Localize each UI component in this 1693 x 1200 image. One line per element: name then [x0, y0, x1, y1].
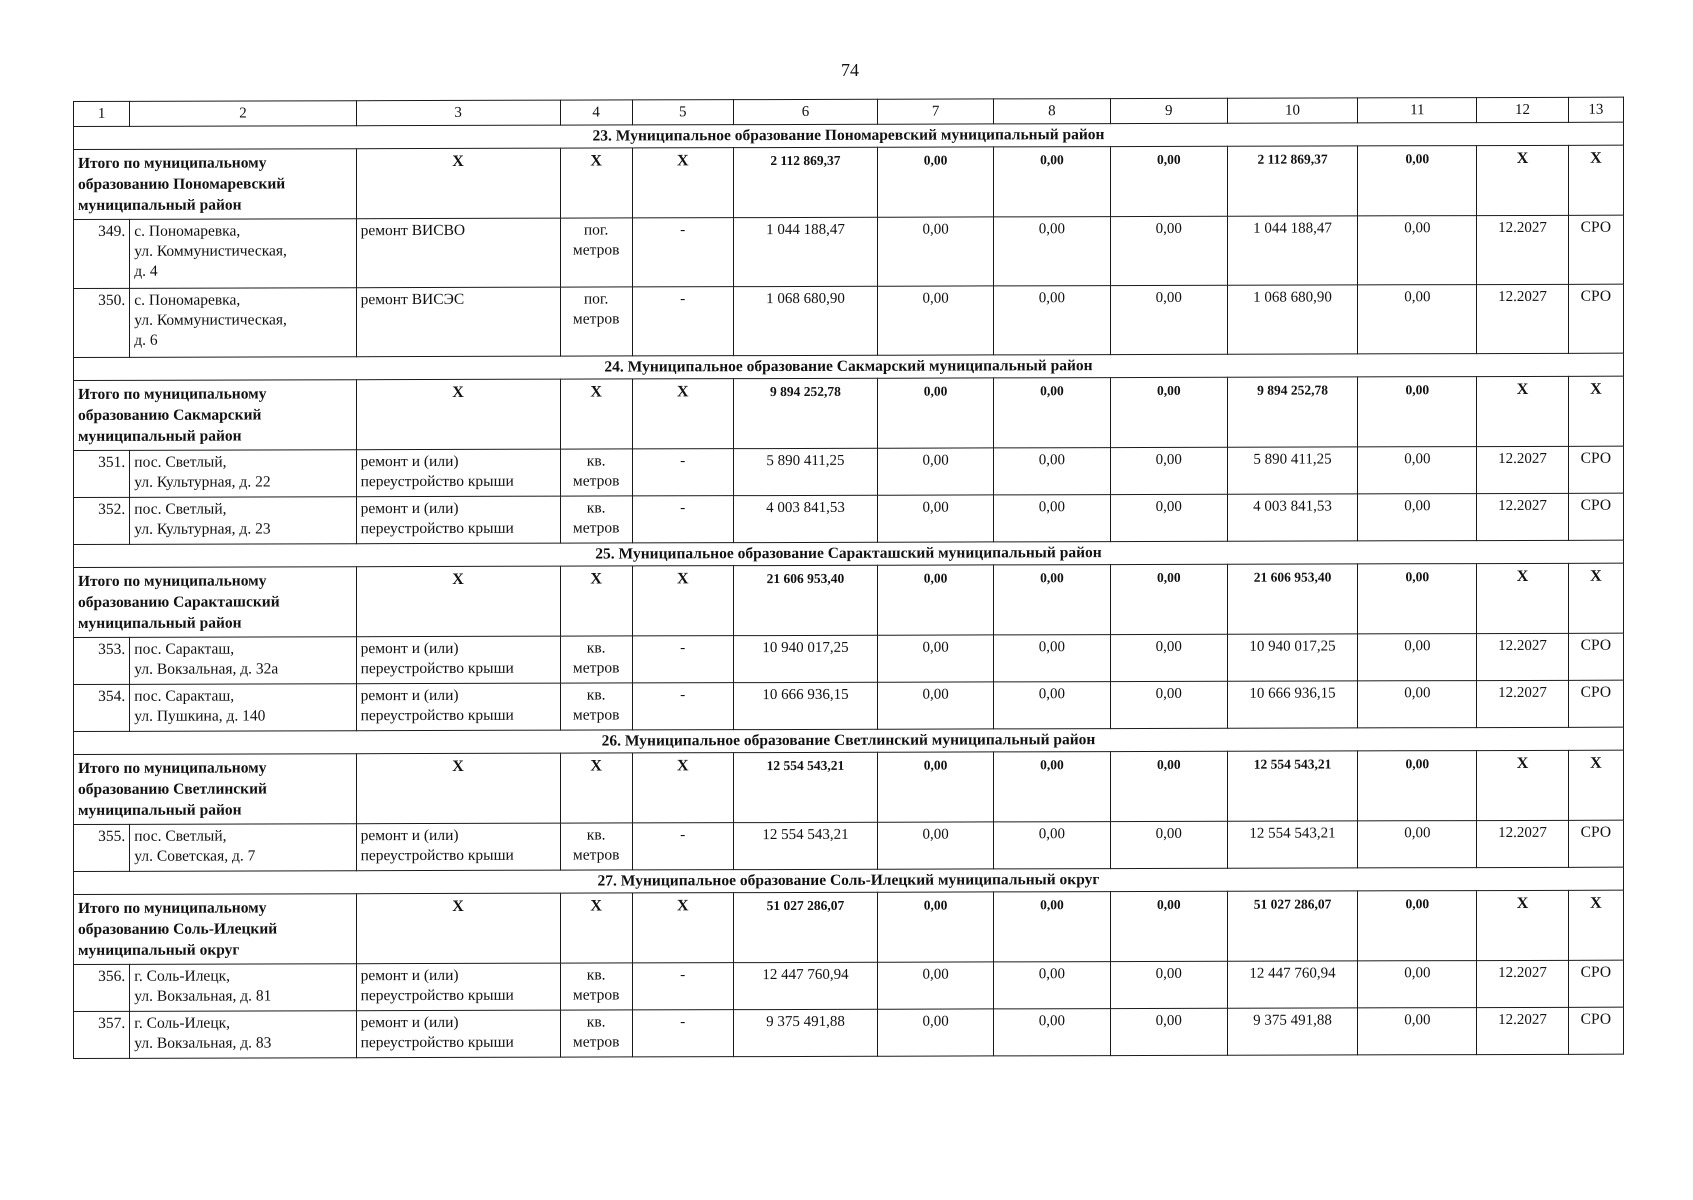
address	[130, 637, 356, 685]
total-label-line: образованию Светлинский	[78, 780, 267, 798]
amount-cell: 0,00	[1110, 447, 1227, 494]
unit-line: метров	[572, 519, 620, 537]
column-number: 3	[356, 100, 560, 126]
work-type-line: ремонт и (или)	[360, 639, 459, 658]
work-type-line: ремонт и (или)	[360, 452, 459, 471]
total-amount: 0,00	[1358, 377, 1477, 447]
amount-cell: 10 940 017,25	[733, 635, 877, 682]
table-row	[74, 633, 1624, 684]
total-x-mark: X	[632, 566, 733, 636]
column-number: 13	[1568, 97, 1623, 122]
address-line: д. 6	[134, 331, 158, 349]
amount-cell: 1 044 188,47	[1227, 216, 1358, 285]
table-row	[74, 493, 1624, 544]
amount-cell: 0,00	[878, 682, 994, 729]
amount-cell: 0,00	[993, 448, 1110, 495]
table-row	[74, 284, 1624, 357]
row-number: 350.	[74, 288, 130, 357]
unit-line: кв.	[586, 966, 606, 984]
row-number: 352.	[74, 497, 130, 544]
table-row	[74, 215, 1624, 288]
total-amount: 0,00	[1110, 146, 1227, 216]
amount-cell: 0,00	[993, 217, 1110, 286]
amount-cell: 0,00	[1358, 494, 1477, 541]
amount-cell: 5 890 411,25	[1227, 447, 1358, 494]
row-number: 351.	[74, 450, 130, 497]
executor: СРО	[1568, 633, 1623, 680]
amount-cell: 0,00	[1358, 961, 1477, 1008]
quantity: -	[632, 218, 733, 287]
address	[130, 219, 356, 289]
column-number: 9	[1110, 98, 1227, 123]
total-amount: 0,00	[993, 147, 1110, 217]
address-line: г. Соль-Илецк,	[134, 967, 231, 985]
amount-cell: 10 666 936,15	[1227, 681, 1358, 728]
work-type	[356, 449, 560, 497]
row-number: 355.	[74, 824, 130, 871]
address-line: ул. Культурная, д. 23	[134, 520, 271, 538]
address-line: с. Пономаревка,	[134, 222, 241, 240]
amount-cell: 5 890 411,25	[733, 448, 877, 495]
total-x-mark: X	[632, 148, 733, 218]
amount-cell: 0,00	[878, 217, 994, 286]
amount-cell: 4 003 841,53	[733, 495, 877, 542]
unit	[560, 963, 632, 1010]
work-type-line: переустройство крыши	[360, 472, 514, 491]
total-amount: 0,00	[878, 147, 994, 217]
repair-register-table	[73, 97, 1624, 1059]
total-x-mark: X	[1477, 145, 1568, 215]
table-row	[74, 960, 1624, 1011]
amount-cell: 0,00	[1358, 216, 1477, 285]
address-line: пос. Светлый,	[134, 827, 227, 845]
address	[130, 1011, 356, 1059]
work-type	[356, 218, 560, 288]
address	[130, 824, 356, 872]
unit-line: метров	[572, 241, 620, 259]
total-label	[74, 754, 357, 825]
address-line: пос. Саракташ,	[134, 687, 235, 705]
total-label-line: Итого по муниципальному	[78, 154, 267, 172]
total-x-mark: X	[356, 753, 560, 824]
amount-cell: 0,00	[1358, 285, 1477, 354]
amount-cell: 12 447 760,94	[733, 962, 877, 1009]
amount-cell: 9 375 491,88	[733, 1009, 877, 1056]
unit-line: пог.	[583, 290, 609, 308]
amount-cell: 0,00	[1358, 1008, 1477, 1055]
amount-cell: 1 044 188,47	[733, 217, 877, 286]
quantity: -	[632, 963, 733, 1010]
work-type	[356, 683, 560, 731]
column-number: 11	[1358, 98, 1477, 123]
total-label	[74, 567, 357, 638]
total-amount: 0,00	[1110, 377, 1227, 447]
address-line: пос. Светлый,	[134, 500, 227, 518]
total-x-mark: X	[1568, 376, 1623, 446]
unit-line: кв.	[586, 1013, 606, 1031]
total-x-mark: X	[1477, 750, 1568, 820]
executor: СРО	[1568, 493, 1623, 540]
amount-cell: 10 940 017,25	[1227, 634, 1358, 681]
executor: СРО	[1568, 446, 1623, 493]
work-type-line: переустройство крыши	[360, 519, 514, 538]
total-x-mark: X	[560, 148, 632, 218]
row-number: 349.	[74, 219, 130, 288]
total-amount: 0,00	[1110, 564, 1227, 634]
amount-cell: 0,00	[878, 1009, 994, 1056]
unit	[560, 287, 632, 356]
total-label-line: муниципальный район	[78, 614, 242, 632]
total-x-mark: X	[1568, 890, 1623, 960]
section-total-row	[74, 145, 1624, 219]
total-label	[74, 894, 357, 965]
work-type-line: ремонт и (или)	[360, 499, 459, 518]
total-x-mark: X	[560, 753, 632, 823]
amount-cell: 0,00	[993, 822, 1110, 869]
amount-cell: 0,00	[1110, 634, 1227, 681]
total-label-line: муниципальный район	[78, 427, 242, 445]
unit	[560, 449, 632, 496]
amount-cell: 0,00	[1358, 634, 1477, 681]
unit-line: метров	[572, 846, 620, 864]
total-label-line: образованию Сакмарский	[78, 406, 262, 424]
quantity: -	[632, 1010, 733, 1057]
amount-cell: 12 554 543,21	[1227, 821, 1358, 868]
total-x-mark: X	[560, 893, 632, 963]
section-total-row	[74, 563, 1624, 637]
total-amount: 0,00	[1110, 751, 1227, 821]
section-title: 23. Муниципальное образование Пономаревский муниципальный район	[74, 122, 1624, 149]
executor: СРО	[1568, 215, 1623, 284]
total-amount: 12 554 543,21	[1227, 751, 1358, 821]
completion-date: 12.2027	[1477, 633, 1568, 680]
column-number: 10	[1227, 98, 1358, 123]
address-line: ул. Коммунистическая,	[134, 242, 287, 260]
work-type-line: ремонт и (или)	[360, 1013, 459, 1032]
row-number: 354.	[74, 684, 130, 731]
unit	[560, 636, 632, 683]
total-x-mark: X	[356, 379, 560, 450]
total-label-line: Итого по муниципальному	[78, 385, 267, 403]
amount-cell: 0,00	[878, 448, 994, 495]
work-type-line: ремонт и (или)	[360, 686, 459, 705]
section-total-row	[74, 750, 1624, 824]
total-amount: 0,00	[993, 565, 1110, 635]
address-line: г. Соль-Илецк,	[134, 1014, 231, 1032]
amount-cell: 10 666 936,15	[733, 682, 877, 729]
total-amount: 0,00	[878, 752, 994, 822]
unit-line: кв.	[586, 639, 606, 657]
unit	[560, 683, 632, 730]
total-x-mark: X	[560, 566, 632, 636]
amount-cell: 0,00	[878, 635, 994, 682]
amount-cell: 1 068 680,90	[1227, 285, 1358, 354]
completion-date: 12.2027	[1477, 215, 1568, 284]
address-line: пос. Светлый,	[134, 453, 227, 471]
amount-cell: 4 003 841,53	[1227, 494, 1358, 541]
amount-cell: 0,00	[1358, 447, 1477, 494]
work-type-line: переустройство крыши	[360, 659, 514, 678]
work-type	[356, 963, 560, 1011]
amount-cell: 12 554 543,21	[733, 822, 877, 869]
total-label	[74, 149, 357, 220]
column-number: 4	[560, 100, 632, 125]
column-number: 5	[632, 100, 733, 125]
total-amount: 51 027 286,07	[733, 892, 877, 962]
total-amount: 21 606 953,40	[733, 565, 877, 635]
total-amount: 0,00	[993, 892, 1110, 962]
work-type	[356, 1010, 560, 1058]
section-total-row	[74, 376, 1624, 450]
executor: СРО	[1568, 960, 1623, 1007]
total-amount: 2 112 869,37	[1227, 146, 1358, 216]
total-amount: 0,00	[1358, 564, 1477, 634]
unit-line: метров	[572, 986, 620, 1004]
address	[130, 497, 356, 545]
column-number: 8	[993, 99, 1110, 124]
amount-cell: 0,00	[993, 635, 1110, 682]
total-label-line: муниципальный район	[78, 801, 242, 819]
total-label-line: Итого по муниципальному	[78, 759, 267, 777]
amount-cell: 0,00	[878, 495, 994, 542]
address-line: ул. Пушкина, д. 140	[134, 707, 266, 725]
executor: СРО	[1568, 1007, 1623, 1054]
total-amount: 21 606 953,40	[1227, 564, 1358, 634]
address-line: ул. Советская, д. 7	[134, 847, 256, 865]
amount-cell: 0,00	[878, 286, 994, 355]
amount-cell: 1 068 680,90	[733, 286, 877, 355]
amount-cell: 0,00	[1110, 681, 1227, 728]
total-label-line: образованию Пономаревский	[78, 175, 286, 193]
table-body	[74, 97, 1624, 1058]
amount-cell: 0,00	[878, 962, 994, 1009]
total-x-mark: X	[632, 379, 733, 449]
total-amount: 0,00	[1110, 891, 1227, 961]
quantity: -	[632, 683, 733, 730]
total-label-line: образованию Саракташский	[78, 593, 280, 611]
section-title: 25. Муниципальное образование Саракташский муниципальный район	[74, 540, 1624, 567]
executor: СРО	[1568, 680, 1623, 727]
address-line: с. Пономаревка,	[134, 291, 241, 309]
unit	[560, 218, 632, 287]
executor: СРО	[1568, 820, 1623, 867]
amount-cell: 0,00	[1110, 494, 1227, 541]
total-amount: 0,00	[878, 378, 994, 448]
address	[130, 684, 356, 732]
completion-date: 12.2027	[1477, 446, 1568, 493]
total-x-mark: X	[356, 566, 560, 637]
work-type-line: ремонт и (или)	[360, 826, 459, 845]
amount-cell: 0,00	[1110, 961, 1227, 1008]
work-type	[356, 636, 560, 684]
work-type-line: переустройство крыши	[360, 846, 514, 865]
unit-line: кв.	[586, 499, 606, 517]
work-type	[356, 496, 560, 544]
unit	[560, 1010, 632, 1057]
quantity: -	[632, 636, 733, 683]
quantity: -	[632, 823, 733, 870]
amount-cell: 0,00	[993, 495, 1110, 542]
total-label-line: муниципальный округ	[78, 941, 240, 959]
address-line: ул. Коммунистическая,	[134, 311, 287, 329]
total-label-line: образованию Соль-Илецкий	[78, 920, 278, 938]
work-type-line: переустройство крыши	[360, 706, 514, 725]
unit-line: метров	[572, 310, 620, 328]
amount-cell: 0,00	[878, 822, 994, 869]
page-number: 74	[841, 60, 859, 80]
section-title: 26. Муниципальное образование Светлинский муниципальный район	[74, 727, 1624, 754]
quantity: -	[632, 287, 733, 356]
column-number: 1	[74, 101, 130, 126]
address	[130, 450, 356, 498]
total-x-mark: X	[1568, 145, 1623, 215]
total-x-mark: X	[1568, 750, 1623, 820]
amount-cell: 0,00	[993, 286, 1110, 355]
work-type-line: переустройство крыши	[360, 986, 514, 1005]
row-number: 357.	[74, 1011, 130, 1058]
amount-cell: 12 447 760,94	[1227, 961, 1358, 1008]
section-title: 27. Муниципальное образование Соль-Илецкий муниципальный округ	[74, 867, 1624, 894]
address-line: д. 4	[134, 262, 158, 280]
total-amount: 0,00	[993, 752, 1110, 822]
column-number: 2	[130, 101, 356, 127]
quantity: -	[632, 449, 733, 496]
total-amount: 0,00	[1358, 891, 1477, 961]
amount-cell: 0,00	[993, 1009, 1110, 1056]
section-title: 24. Муниципальное образование Сакмарский муниципальный район	[74, 353, 1624, 380]
address-line: пос. Саракташ,	[134, 640, 235, 658]
amount-cell: 0,00	[1110, 285, 1227, 354]
quantity: -	[632, 496, 733, 543]
unit-line: метров	[572, 706, 620, 724]
total-amount: 0,00	[993, 378, 1110, 448]
unit	[560, 823, 632, 870]
column-number: 7	[878, 99, 994, 124]
work-type	[356, 823, 560, 871]
completion-date: 12.2027	[1477, 960, 1568, 1007]
address	[130, 288, 356, 358]
total-amount: 0,00	[1358, 751, 1477, 821]
table-row	[74, 680, 1624, 731]
executor: СРО	[1568, 284, 1623, 353]
amount-cell: 0,00	[1110, 216, 1227, 285]
work-type-line: ремонт и (или)	[360, 966, 459, 985]
total-amount: 0,00	[878, 565, 994, 635]
column-number: 12	[1477, 97, 1568, 122]
total-amount: 12 554 543,21	[733, 752, 877, 822]
amount-cell: 0,00	[1358, 681, 1477, 728]
address-line: ул. Вокзальная, д. 81	[134, 987, 272, 1005]
total-label-line: муниципальный район	[78, 196, 242, 214]
total-amount: 2 112 869,37	[733, 147, 877, 217]
completion-date: 12.2027	[1477, 1007, 1568, 1054]
address-line: ул. Вокзальная, д. 83	[134, 1034, 272, 1052]
unit-line: метров	[572, 659, 620, 677]
amount-cell: 0,00	[993, 682, 1110, 729]
total-x-mark: X	[356, 148, 560, 219]
total-amount: 0,00	[1358, 146, 1477, 216]
total-amount: 9 894 252,78	[733, 378, 877, 448]
total-x-mark: X	[1477, 376, 1568, 446]
address-line: ул. Культурная, д. 22	[134, 473, 271, 491]
row-number: 353.	[74, 637, 130, 684]
work-type-line: ремонт ВИСВО	[360, 221, 466, 240]
total-label	[74, 380, 357, 451]
amount-cell: 0,00	[1110, 1008, 1227, 1055]
total-label-line: Итого по муниципальному	[78, 899, 267, 917]
row-number: 356.	[74, 964, 130, 1011]
completion-date: 12.2027	[1477, 680, 1568, 727]
total-x-mark: X	[560, 379, 632, 449]
total-x-mark: X	[632, 893, 733, 963]
unit	[560, 496, 632, 543]
unit-line: метров	[572, 1033, 620, 1051]
unit-line: метров	[572, 472, 620, 490]
amount-cell: 0,00	[1358, 821, 1477, 868]
unit-line: кв.	[586, 826, 606, 844]
unit-line: кв.	[586, 686, 606, 704]
address	[130, 964, 356, 1012]
amount-cell: 0,00	[993, 962, 1110, 1009]
section-total-row	[74, 890, 1624, 964]
address-line: ул. Вокзальная, д. 32а	[134, 660, 279, 678]
unit-line: пог.	[583, 221, 609, 239]
work-type-line: переустройство крыши	[360, 1033, 514, 1052]
total-amount: 0,00	[878, 892, 994, 962]
completion-date: 12.2027	[1477, 493, 1568, 540]
table-row	[74, 446, 1624, 497]
total-amount: 51 027 286,07	[1227, 891, 1358, 961]
amount-cell: 0,00	[1110, 821, 1227, 868]
total-label-line: Итого по муниципальному	[78, 572, 267, 590]
column-number: 6	[733, 99, 877, 124]
total-x-mark: X	[1477, 890, 1568, 960]
unit-line: кв.	[586, 452, 606, 470]
table-row	[74, 1007, 1624, 1058]
total-x-mark: X	[632, 753, 733, 823]
completion-date: 12.2027	[1477, 820, 1568, 867]
total-amount: 9 894 252,78	[1227, 377, 1358, 447]
work-type	[356, 287, 560, 357]
total-x-mark: X	[356, 893, 560, 964]
total-x-mark: X	[1568, 563, 1623, 633]
amount-cell: 9 375 491,88	[1227, 1008, 1358, 1055]
total-x-mark: X	[1477, 563, 1568, 633]
table-row	[74, 820, 1624, 871]
work-type-line: ремонт ВИСЭС	[360, 290, 465, 309]
completion-date: 12.2027	[1477, 284, 1568, 353]
